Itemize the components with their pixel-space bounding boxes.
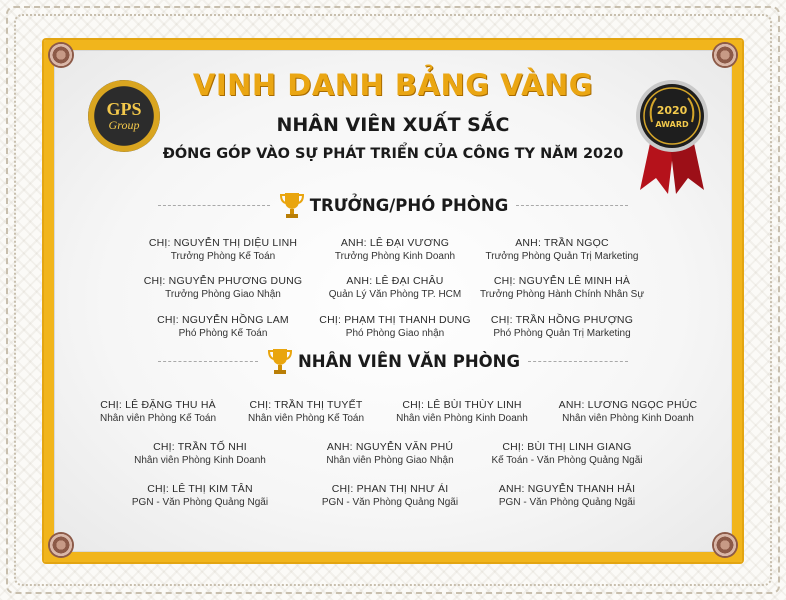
honoree-card <box>100 482 300 510</box>
honoree-card <box>462 482 672 510</box>
honoree-name: CHỊ: PHẠM THỊ THANH DUNG <box>319 314 471 326</box>
corner-rosette-icon <box>712 42 738 68</box>
honoree-role: Nhân viên Phòng Kế Toán <box>247 413 364 424</box>
section-title: TRƯỞNG/PHÓ PHÒNG <box>309 195 509 215</box>
gps-group-logo <box>88 80 160 152</box>
honoree-role: Trưởng Phòng Kinh Doanh <box>334 251 456 262</box>
section-header-managers <box>158 190 628 220</box>
honoree-name: CHỊ: TRẦN THỊ TUYẾT <box>249 399 363 411</box>
honoree-role: Nhân viên Phòng Kinh Doanh <box>134 455 266 466</box>
honoree-name: ANH: NGUYỄN VĂN PHÚ <box>326 441 454 453</box>
honoree-card <box>462 440 672 468</box>
honoree-name: ANH: LÊ ĐẠI CHÂU <box>346 275 444 287</box>
honoree-role: Phó Phòng Quản Trị Marketing <box>493 328 631 339</box>
page-title: VINH DANH BẢNG VÀNG <box>192 68 594 102</box>
page-subtitle: NHÂN VIÊN XUẤT SẮC <box>276 114 510 136</box>
honoree-name: CHỊ: NGUYỄN THỊ DIỆU LINH <box>148 237 298 249</box>
trophy-icon <box>266 346 294 376</box>
honoree-role: PGN - Văn Phòng Quảng Ngãi <box>131 497 269 508</box>
section-title: NHÂN VIÊN VĂN PHÒNG <box>297 351 521 371</box>
honoree-role: Nhân viên Phòng Giao Nhận <box>326 455 454 466</box>
honoree-name: CHỊ: TRẦN TỐ NHI <box>153 441 247 453</box>
corner-rosette-icon <box>48 532 74 558</box>
divider <box>158 205 270 206</box>
honoree-role: Kế Toán - Văn Phòng Quảng Ngãi <box>491 455 643 466</box>
divider <box>516 205 628 206</box>
divider <box>528 361 628 362</box>
honoree-name: ANH: NGUYỄN THANH HẢI <box>498 483 636 495</box>
honoree-role: Nhân viên Phòng Kế Toán <box>99 413 216 424</box>
honoree-card <box>457 313 667 341</box>
divider <box>158 361 258 362</box>
honoree-role: Trưởng Phòng Hành Chính Nhân Sự <box>479 289 645 300</box>
honoree-role: Trưởng Phòng Kế Toán <box>170 251 276 262</box>
honoree-role: Nhân viên Phòng Kinh Doanh <box>562 413 694 424</box>
trophy-icon <box>278 190 306 220</box>
honoree-role: Phó Phòng Giao nhận <box>345 328 445 339</box>
honoree-name: CHỊ: NGUYỄN LÊ MINH HÀ <box>493 275 631 287</box>
honoree-role: Trưởng Phòng Giao Nhận <box>165 289 281 300</box>
honoree-role: Trưởng Phòng Quản Trị Marketing <box>485 251 639 262</box>
honoree-role: Phó Phòng Kế Toán <box>178 328 268 339</box>
honoree-name: CHỊ: NGUYỄN HỒNG LAM <box>157 314 289 326</box>
honoree-card <box>548 398 708 426</box>
honoree-card <box>457 274 667 302</box>
honoree-card <box>78 398 238 426</box>
honoree-card <box>382 398 542 426</box>
honoree-name: CHỊ: BÙI THỊ LINH GIANG <box>502 441 632 453</box>
award-badge-icon <box>630 78 714 196</box>
honoree-name: ANH: LÊ ĐẠI VƯƠNG <box>340 237 450 249</box>
honoree-role: PGN - Văn Phòng Quảng Ngãi <box>321 497 459 508</box>
honoree-card <box>457 236 667 264</box>
honoree-role: Quản Lý Văn Phòng TP. HCM <box>328 289 462 300</box>
honoree-name: CHỊ: PHAN THỊ NHƯ ÁI <box>331 483 449 495</box>
honoree-role: PGN - Văn Phòng Quảng Ngãi <box>498 497 636 508</box>
logo-text: GPS <box>106 99 142 119</box>
logo-subtext: Group <box>108 118 140 132</box>
honoree-name: CHỊ: LÊ BÙI THÙY LINH <box>402 399 522 411</box>
section-header-staff <box>158 346 628 376</box>
honoree-card <box>226 398 386 426</box>
honoree-name: CHỊ: LÊ ĐẶNG THU HÀ <box>100 399 216 411</box>
award-label: AWARD <box>655 120 689 129</box>
honoree-name: CHỊ: NGUYỄN PHƯƠNG DUNG <box>143 275 303 287</box>
honoree-card <box>100 440 300 468</box>
honoree-name: CHỊ: LÊ THỊ KIM TÂN <box>147 483 253 495</box>
honoree-name: ANH: TRẦN NGỌC <box>515 237 609 249</box>
corner-rosette-icon <box>712 532 738 558</box>
honoree-role: Nhân viên Phòng Kinh Doanh <box>396 413 528 424</box>
honoree-name: CHỊ: TRẦN HỒNG PHƯỢNG <box>490 314 634 326</box>
award-year: 2020 <box>656 104 688 117</box>
honoree-name: ANH: LƯƠNG NGỌC PHÚC <box>558 399 698 411</box>
page-subtitle-2: ĐÓNG GÓP VÀO SỰ PHÁT TRIỂN CỦA CÔNG TY NĂM 2020 <box>162 146 624 162</box>
corner-rosette-icon <box>48 42 74 68</box>
